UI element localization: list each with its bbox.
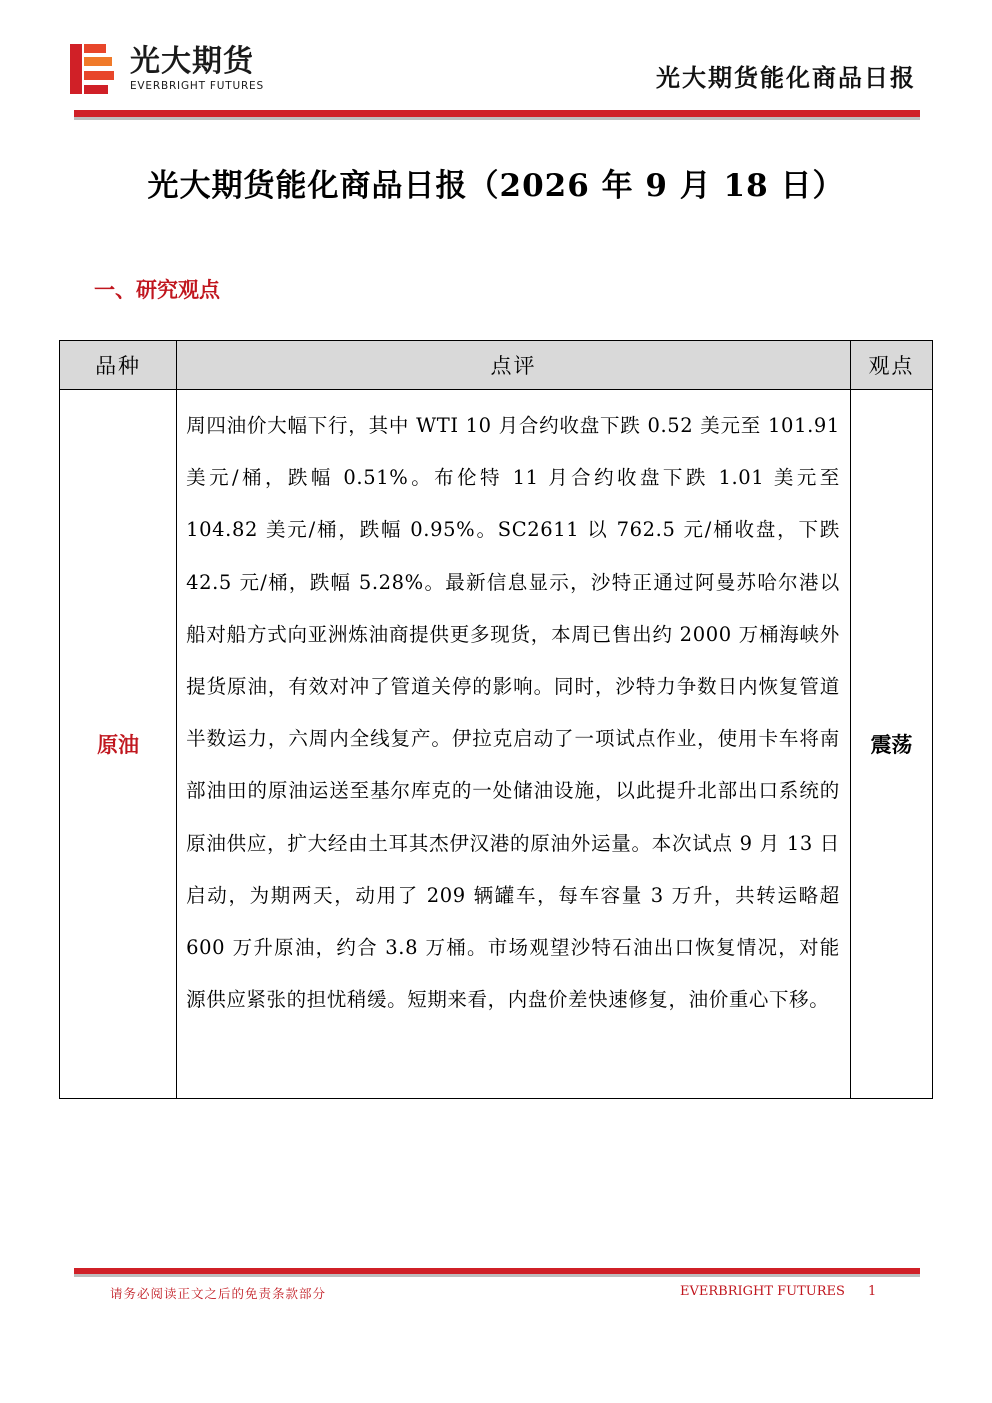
footer-rule-shadow [74,1274,920,1277]
header-variety: 品种 [60,341,177,390]
comment-text: 周四油价大幅下行，其中 WTI 10 月合约收盘下跌 0.52 美元至 101.91 美元/桶，跌幅 0.51%。布伦特 11 月合约收盘下跌 1.01 美元至 104.82 美元/桶，跌幅 0.95%。SC2611 以 762.5 元/桶收盘，下跌 42.5 元/桶，跌幅 5.28%。最新信息显示，沙特正通过阿曼苏哈尔港以船对船方式向亚洲炼油商提供更多现货，本周已售出约 2000 万桶海峡外提货原油，有效对冲了管道关停的影响。同时，沙特力争数日内恢复管道半数运力，六周内全线复产。伊拉克启动了一项试点作业，使用卡车将南部油田的原油运送至基尔库克的一处储油设施，以此提升北部出口系统的原油供应，扩大经由土耳其杰伊汉港的原油外运量。本次试点 9 月 13 日启动，为期两天，动用了 209 辆罐车，每车容量 3 万升，共转运略超 600 万升原油，约合 3.8 万桶。市场观望沙特石油出口恢复情况，对能源供应紧张的担忧稍缓。短期来看，内盘价差快速修复，油价重心下移。 [186,414,840,1012]
section-heading: 一、研究观点 [94,277,220,302]
header-comment: 点评 [177,341,851,390]
header-rule [74,110,920,117]
footer-brand: EVERBRIGHT FUTURES [680,1284,845,1299]
footer-disclaimer: 请务必阅读正文之后的免责条款部分 [110,1286,327,1301]
logo-mark-icon [70,44,116,94]
table-header-row [60,341,933,390]
logo-text-en: EVERBRIGHT FUTURES [130,80,264,92]
document-title: 光大期货能化商品日报（2026 年 9 月 18 日） [147,168,845,204]
variety-cell: 原油 [60,390,177,1099]
comment-cell [177,390,851,1099]
research-view-table [59,340,933,1099]
company-logo [70,40,310,100]
header-view: 观点 [850,341,932,390]
table-row [60,390,933,1099]
view-cell: 震荡 [850,390,932,1099]
header-rule-shadow [74,117,920,120]
page-number: 1 [868,1284,877,1299]
logo-text-cn: 光大期货 [130,44,254,79]
header-report-name: 光大期货能化商品日报 [656,63,916,92]
